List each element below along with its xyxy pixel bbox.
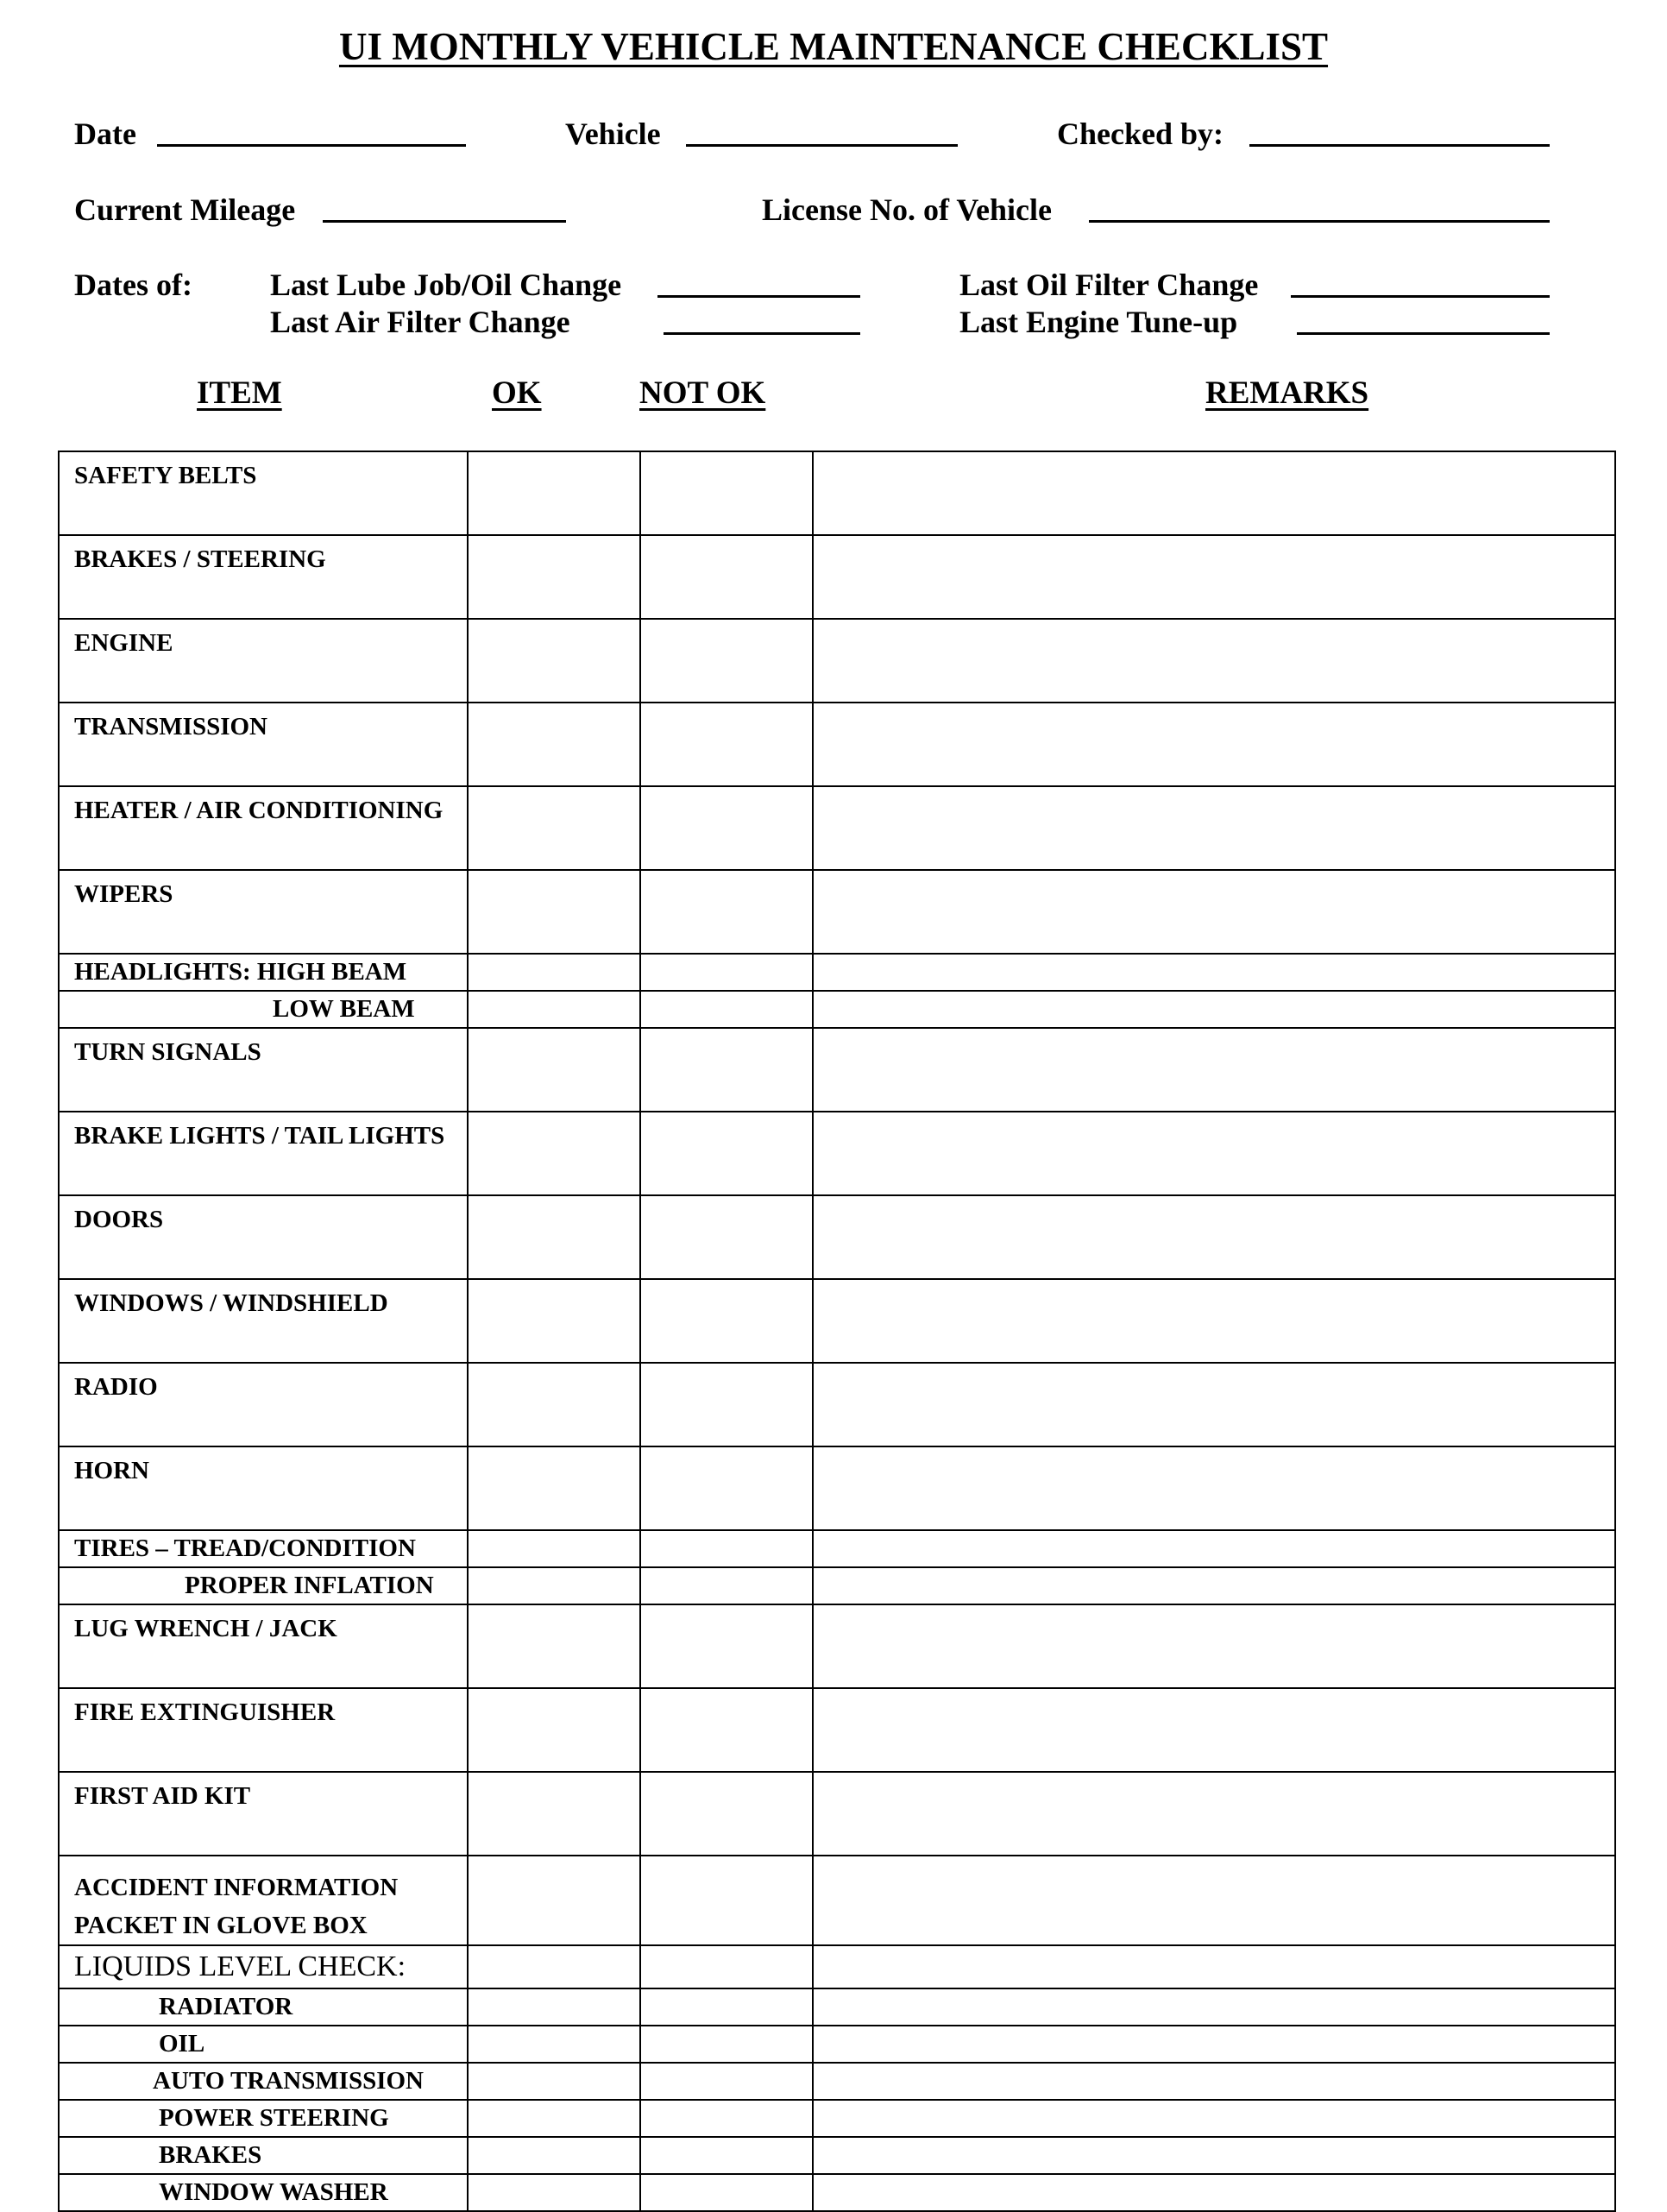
not-ok-cell[interactable] <box>640 1112 813 1195</box>
checklist-table <box>58 451 1616 2212</box>
remarks-cell[interactable] <box>813 451 1615 535</box>
not-ok-cell[interactable] <box>640 1567 813 1604</box>
remarks-cell[interactable] <box>813 2137 1615 2174</box>
not-ok-cell[interactable] <box>640 954 813 991</box>
remarks-cell[interactable] <box>813 2100 1615 2137</box>
table-row <box>59 2137 1615 2174</box>
item-label: BRAKES / STEERING <box>59 535 468 619</box>
table-row <box>59 1446 1615 1530</box>
item-label <box>59 1856 468 1945</box>
table-row <box>59 2174 1615 2211</box>
item-label: HEATER / AIR CONDITIONING <box>59 786 468 870</box>
item-label: TIRES – TREAD/CONDITION <box>59 1530 468 1567</box>
remarks-cell[interactable] <box>813 2026 1615 2063</box>
current-mileage-label: Current Mileage <box>74 192 296 227</box>
item-label: FIRE EXTINGUISHER <box>59 1688 468 1772</box>
ok-cell[interactable] <box>468 954 640 991</box>
last-lube-label: Last Lube Job/Oil Change <box>270 268 622 302</box>
last-tuneup-field[interactable] <box>1297 332 1550 335</box>
table-row <box>59 1195 1615 1279</box>
ok-cell[interactable] <box>468 2137 640 2174</box>
table-row <box>59 1772 1615 1856</box>
ok-cell[interactable] <box>468 1604 640 1688</box>
table-row <box>59 535 1615 619</box>
remarks-cell[interactable] <box>813 2063 1615 2100</box>
remarks-cell[interactable] <box>813 535 1615 619</box>
not-ok-cell[interactable] <box>640 1604 813 1688</box>
table-row <box>59 619 1615 703</box>
not-ok-cell[interactable] <box>640 1530 813 1567</box>
ok-cell[interactable] <box>468 535 640 619</box>
remarks-cell[interactable] <box>813 1567 1615 1604</box>
last-tuneup-label: Last Engine Tune-up <box>959 305 1238 339</box>
not-ok-cell[interactable] <box>640 870 813 954</box>
last-air-filter-field[interactable] <box>664 332 860 335</box>
not-ok-cell[interactable] <box>640 1279 813 1363</box>
item-label: LUG WRENCH / JACK <box>59 1604 468 1688</box>
last-lube-field[interactable] <box>657 295 860 298</box>
ok-cell[interactable] <box>468 1688 640 1772</box>
not-ok-cell[interactable] <box>640 1363 813 1446</box>
ok-cell[interactable] <box>468 2100 640 2137</box>
remarks-cell[interactable] <box>813 1988 1615 2026</box>
not-ok-cell[interactable] <box>640 2174 813 2211</box>
not-ok-cell[interactable] <box>640 1988 813 2026</box>
table-row <box>59 1604 1615 1688</box>
item-label: ENGINE <box>59 619 468 703</box>
table-row <box>59 991 1615 1028</box>
item-label: HEADLIGHTS: HIGH BEAM <box>59 954 468 991</box>
not-ok-cell[interactable] <box>640 1195 813 1279</box>
last-oil-filter-label: Last Oil Filter Change <box>959 268 1259 302</box>
item-label: HORN <box>59 1446 468 1530</box>
ok-cell[interactable] <box>468 2174 640 2211</box>
remarks-cell[interactable] <box>813 1195 1615 1279</box>
page-title: UI MONTHLY VEHICLE MAINTENANCE CHECKLIST <box>338 25 1329 68</box>
remarks-cell[interactable] <box>813 1772 1615 1856</box>
item-label: TURN SIGNALS <box>59 1028 468 1112</box>
not-ok-cell[interactable] <box>640 2137 813 2174</box>
ok-cell[interactable] <box>468 1279 640 1363</box>
item-label: OIL <box>59 2026 468 2063</box>
ok-cell[interactable] <box>468 2063 640 2100</box>
date-field[interactable] <box>157 144 466 147</box>
not-ok-cell[interactable] <box>640 786 813 870</box>
not-ok-cell[interactable] <box>640 1446 813 1530</box>
table-row <box>59 2026 1615 2063</box>
license-field[interactable] <box>1089 220 1550 223</box>
checked-by-field[interactable] <box>1249 144 1550 147</box>
remarks-cell[interactable] <box>813 954 1615 991</box>
column-header-ok: OK <box>492 375 542 411</box>
item-label: WINDOW WASHER <box>59 2174 468 2211</box>
item-label: FIRST AID KIT <box>59 1772 468 1856</box>
remarks-cell[interactable] <box>813 619 1615 703</box>
ok-cell[interactable] <box>468 1363 640 1446</box>
table-row <box>59 1028 1615 1112</box>
ok-cell[interactable] <box>468 451 640 535</box>
table-row <box>59 870 1615 954</box>
liquids-level-heading: LIQUIDS LEVEL CHECK: <box>59 1945 468 1988</box>
table-row <box>59 2100 1615 2137</box>
ok-cell[interactable] <box>468 1772 640 1856</box>
item-label: DOORS <box>59 1195 468 1279</box>
remarks-cell[interactable] <box>813 1279 1615 1363</box>
current-mileage-field[interactable] <box>323 220 566 223</box>
table-row <box>59 1988 1615 2026</box>
checked-by-label: Checked by: <box>1057 117 1224 151</box>
ok-cell[interactable] <box>468 1446 640 1530</box>
not-ok-cell[interactable] <box>640 703 813 786</box>
not-ok-cell[interactable] <box>640 1028 813 1112</box>
ok-cell[interactable] <box>468 870 640 954</box>
not-ok-cell[interactable] <box>640 535 813 619</box>
ok-cell[interactable] <box>468 703 640 786</box>
vehicle-field[interactable] <box>686 144 958 147</box>
ok-cell[interactable] <box>468 1530 640 1567</box>
ok-cell[interactable] <box>468 1195 640 1279</box>
remarks-cell[interactable] <box>813 703 1615 786</box>
table-row <box>59 1279 1615 1363</box>
ok-cell[interactable] <box>468 1028 640 1112</box>
not-ok-cell[interactable] <box>640 2026 813 2063</box>
remarks-cell[interactable] <box>813 1945 1615 1988</box>
not-ok-cell[interactable] <box>640 451 813 535</box>
column-header-item: ITEM <box>197 375 282 411</box>
remarks-cell[interactable] <box>813 1856 1615 1945</box>
remarks-cell[interactable] <box>813 786 1615 870</box>
vehicle-label: Vehicle <box>565 117 661 151</box>
not-ok-cell[interactable] <box>640 1945 813 1988</box>
license-label: License No. of Vehicle <box>762 192 1052 227</box>
table-row <box>59 1112 1615 1195</box>
remarks-cell[interactable] <box>813 1028 1615 1112</box>
remarks-cell[interactable] <box>813 1604 1615 1688</box>
remarks-cell[interactable] <box>813 1530 1615 1567</box>
ok-cell[interactable] <box>468 1945 640 1988</box>
table-row <box>59 2063 1615 2100</box>
ok-cell[interactable] <box>468 786 640 870</box>
item-label: PROPER INFLATION <box>59 1567 468 1604</box>
item-label: WINDOWS / WINDSHIELD <box>59 1279 468 1363</box>
not-ok-cell[interactable] <box>640 991 813 1028</box>
date-label: Date <box>74 117 136 151</box>
last-air-filter-label: Last Air Filter Change <box>270 305 570 339</box>
table-row <box>59 1567 1615 1604</box>
column-header-remarks: REMARKS <box>1205 375 1369 411</box>
item-label: BRAKES <box>59 2137 468 2174</box>
table-row <box>59 1688 1615 1772</box>
table-row <box>59 786 1615 870</box>
remarks-cell[interactable] <box>813 2174 1615 2211</box>
table-row <box>59 451 1615 535</box>
item-label-line-1: ACCIDENT INFORMATION <box>74 1874 399 1901</box>
table-row <box>59 1856 1615 1945</box>
column-header-not-ok: NOT OK <box>639 375 766 411</box>
table-row <box>59 954 1615 991</box>
remarks-cell[interactable] <box>813 1446 1615 1530</box>
item-label: TRANSMISSION <box>59 703 468 786</box>
ok-cell[interactable] <box>468 1567 640 1604</box>
not-ok-cell[interactable] <box>640 2063 813 2100</box>
not-ok-cell[interactable] <box>640 1772 813 1856</box>
not-ok-cell[interactable] <box>640 619 813 703</box>
ok-cell[interactable] <box>468 991 640 1028</box>
item-label: RADIO <box>59 1363 468 1446</box>
last-oil-filter-field[interactable] <box>1291 295 1550 298</box>
table-row <box>59 1363 1615 1446</box>
item-label: POWER STEERING <box>59 2100 468 2137</box>
remarks-cell[interactable] <box>813 991 1615 1028</box>
remarks-cell[interactable] <box>813 1688 1615 1772</box>
ok-cell[interactable] <box>468 1112 640 1195</box>
not-ok-cell[interactable] <box>640 1856 813 1945</box>
item-label: RADIATOR <box>59 1988 468 2026</box>
dates-of-label: Dates of: <box>74 268 192 302</box>
item-label: BRAKE LIGHTS / TAIL LIGHTS <box>59 1112 468 1195</box>
not-ok-cell[interactable] <box>640 1688 813 1772</box>
ok-cell[interactable] <box>468 2026 640 2063</box>
item-label: AUTO TRANSMISSION <box>59 2063 468 2100</box>
item-label: LOW BEAM <box>59 991 468 1028</box>
remarks-cell[interactable] <box>813 1112 1615 1195</box>
item-label: WIPERS <box>59 870 468 954</box>
table-row <box>59 1945 1615 1988</box>
remarks-cell[interactable] <box>813 1363 1615 1446</box>
ok-cell[interactable] <box>468 1988 640 2026</box>
ok-cell[interactable] <box>468 619 640 703</box>
table-row <box>59 1530 1615 1567</box>
item-label: SAFETY BELTS <box>59 451 468 535</box>
not-ok-cell[interactable] <box>640 2100 813 2137</box>
ok-cell[interactable] <box>468 1856 640 1945</box>
remarks-cell[interactable] <box>813 870 1615 954</box>
item-label-line-2: PACKET IN GLOVE BOX <box>74 1912 368 1939</box>
table-row <box>59 703 1615 786</box>
